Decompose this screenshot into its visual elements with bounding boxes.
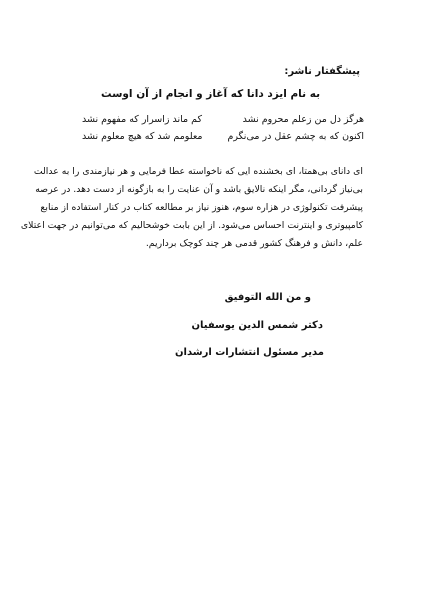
poem-hemistich-right: هرگز دل من زعلم محروم نشد (242, 114, 364, 125)
poem-verse (82, 131, 364, 148)
poem-verse (82, 114, 364, 131)
signatory-title: مدیر مسئول انتشارات ارشدان (175, 347, 324, 358)
signatory-name: دکتر شمس الدین یوسفیان (191, 320, 323, 331)
paragraph-line: پیشرفت تکنولوژی در هزاره سوم، هنوز نیاز بر مطالعه کتاب در کنار استفاده از منابع (40, 202, 363, 213)
poem-hemistich-left: معلومم شد که هیچ معلوم نشد (82, 131, 203, 142)
preface-paragraph (20, 163, 363, 253)
paragraph-line: علم، دانش و فرهنگ کشور قدمی هر چند کوچک برداریم. (145, 238, 363, 249)
preface-heading: پیشگفتار ناشر: (284, 66, 360, 77)
poem (82, 114, 364, 148)
paragraph-line: بی‌نیاز گردانی، مگر اینکه نالایق باشد و آن عنایت را به بازگونه از دست دهد. در عرصه (35, 184, 363, 195)
poem-hemistich-right: اکنون که به چشم عقل در می‌نگرم (227, 131, 364, 142)
paragraph-line: کامپیوتری و اینترنت احساس می‌شود. از این بابت خوشحالیم که می‌توانیم در جهت اعتلای (20, 220, 363, 231)
poem-hemistich-left: کم ماند زاسرار که مفهوم نشد (82, 114, 202, 125)
closing-phrase: و من الله التوفیق (224, 292, 311, 303)
preface-title: به نام ایزد دانا که آغاز و انجام از آن اوست (100, 88, 321, 100)
paragraph-line: ای دانای بی‌همتا، ای بخشنده ایی که ناخواسته عطا فرمایی و هر نیازمندی را به عدالت (33, 166, 363, 177)
